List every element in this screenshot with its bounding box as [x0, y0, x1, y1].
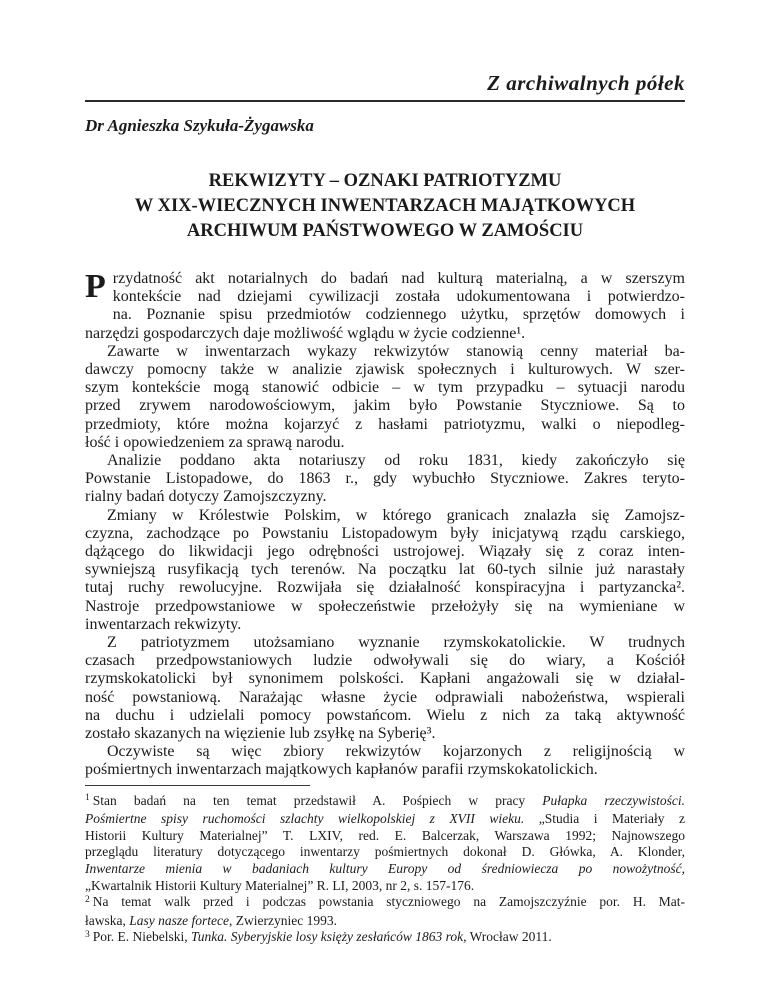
footnote-separator [85, 785, 310, 786]
text-line: czasach przedpowstaniowych ludzie odwoływali się do wiary, a Kościół [85, 652, 685, 670]
text-line: rzymskokatolicki był synonimem polskości. Kapłani angażowali się w działal- [85, 670, 685, 688]
article-title-line: W XIX-WIECZNYCH INWENTARZACH MAJĄTKOWYCH [134, 196, 636, 216]
text-segment: „Kwartalnik Historii Kultury Materialnej” R. LI, 2003, nr 2, s. 157-176. [85, 877, 475, 893]
text-line: zostało skazanych na więzienie lub zsyłkę na Syberię³. [85, 725, 436, 743]
text-segment: przeglądu literatury dotyczącego inwentarzy pośmiertnych dokonał D. Główka, A. Klonder, [85, 844, 685, 860]
text-segment: Stan badań na ten temat przedstawił A. Pośpiech w pracy [92, 792, 543, 808]
text-segment: , Zwierzyniec 1993. [228, 912, 337, 928]
text-line: ność powstaniową. Narażając własne życie odprawiali nabożeństwa, wspierali [85, 688, 685, 706]
paragraph [85, 743, 685, 779]
text-line: rialny badań dotyczy Zamojszczyzny. [85, 488, 327, 506]
footnote [85, 793, 685, 895]
text-line: przedmioty, które można kojarzyć z hasłami patriotyzmu, walki o niepodleg- [85, 415, 685, 433]
text-line: pośmiertnych inwentarzach majątkowych kapłanów parafii rzymskokatolickich. [85, 761, 598, 779]
article-title [85, 169, 685, 244]
footnote [85, 929, 685, 948]
text-line: kontekście nad dziejami cywilizacji została udokumentowana i potwierdzo- [112, 288, 685, 306]
article-body [85, 270, 685, 780]
article-title-line: ARCHIWUM PAŃSTWOWEGO W ZAMOŚCIU [186, 221, 584, 241]
paragraph [85, 634, 685, 743]
text-segment: Historii Kultury Materialnej” T. LXIV, red. E. Balcerzak, Warszawa 1992; Najnowszego [85, 827, 685, 843]
footnote-line [85, 929, 685, 948]
text-line: Powstanie Listopadowe, do 1863 r., gdy wybuchło Styczniowe. Zakres teryto- [85, 470, 685, 488]
text-line: czyzna, zachodzące po Powstaniu Listopadowym były inicjatywą rządu carskiego, [85, 524, 685, 542]
footnote-marker: 2 [85, 894, 90, 905]
text-segment: Pułapka rzeczywistości. [542, 792, 685, 808]
drop-cap: P [85, 268, 106, 305]
paragraph [85, 507, 685, 634]
footnote-line [85, 913, 685, 930]
article-title-line: REKWIZYTY – OZNAKI PATRIOTYZMU [208, 171, 562, 191]
text-segment: „Studia i Materiały z [524, 811, 685, 827]
footnotes-section [85, 793, 685, 948]
text-segment: Na temat walk przed i podczas powstania styczniowego na Zamojszczyźnie por. H. Mat- [92, 894, 685, 910]
text-line: inwentarzach rekwizyty. [85, 615, 242, 633]
text-line: tutaj ruchy rewolucyjne. Rozwijała się działalność konspiracyjna i partyzancka². [85, 579, 685, 597]
text-line: Zmiany w Królestwie Polskim, w którego granicach znalazła się Zamojsz- [107, 506, 685, 524]
footnote-line [85, 793, 685, 812]
footnote-line [85, 894, 685, 913]
text-line: Analizie poddano akta notariuszy od roku 1831, kiedy zakończyło się [107, 452, 685, 470]
footnote [85, 894, 685, 929]
footnote-line [85, 878, 685, 895]
footnote-marker: 3 [85, 929, 90, 940]
footnote-line [85, 861, 685, 878]
text-line: narzędzi gospodarczych daje możliwość wglądu w życie codzienne¹. [85, 324, 526, 342]
text-segment: Por. E. Niebelski, [92, 929, 191, 945]
paragraph [85, 452, 685, 507]
footnote-line [85, 811, 685, 828]
text-line: Nastroje przedpowstaniowe w społeczeństwie przełożyły się na wymieniane w [85, 597, 685, 615]
text-line: Zawarte w inwentarzach wykazy rekwizytów stanowią cenny materiał ba- [107, 342, 685, 360]
paragraph [85, 343, 685, 452]
text-line: szym kontekście mogą stanowić odbicie – w tym przypadku – sytuacji narodu [85, 379, 685, 397]
text-line: sywniejszą rusyfikacją tych terenów. Na początku lat 60-tych silnie już narastały [85, 561, 685, 579]
text-line: Oczywiste są więc zbiory rekwizytów kojarzonych z religijnością w [107, 743, 685, 761]
text-line: łość i opowiedzeniem za sprawą narodu. [85, 433, 345, 451]
text-segment: Wrocław 2011. [466, 929, 552, 945]
text-segment: ławska, [85, 912, 130, 928]
text-line: przed zrywem narodowościowym, jakim było Powstanie Styczniowe. Są to [85, 397, 685, 415]
section-header: Z archiwalnych półek [85, 72, 685, 102]
text-line: dążącego do likwidacji jego odrębności ustrojowej. Wiązały się z coraz inten- [85, 543, 685, 561]
text-line: na. Poznanie spisu przedmiotów codziennego użytku, sprzętów domowych i [112, 306, 685, 324]
text-line: rzydatność akt notarialnych do badań nad kulturą materialną, a w szerszym [112, 270, 685, 287]
text-segment: Tunka. Syberyjskie losy księży zesłańców 1863 rok, [191, 929, 467, 945]
text-line: na duchu i udzielali pomocy powstańcom. Wielu z nich za taką aktywność [85, 706, 685, 724]
footnote-line [85, 828, 685, 845]
text-line: dawczy pomocny także w analizie zjawisk społecznych i kulturowych. W szer- [85, 361, 685, 379]
text-segment: Pośmiertne spisy ruchomości szlachty wielkopolskiej z XVII wieku. [85, 811, 525, 827]
text-segment: Lasy nasze fortece [129, 912, 229, 928]
text-segment: Inwentarze mienia w badaniach kultury Europy od średniowiecza po nowożytność, [85, 861, 685, 877]
paragraph [85, 270, 685, 343]
footnote-line [85, 844, 685, 861]
footnote-marker: 1 [85, 793, 90, 804]
text-line: Z patriotyzmem utożsamiano wyznanie rzymskokatolickie. W trudnych [107, 634, 685, 652]
author-byline: Dr Agnieszka Szykuła-Żygawska [85, 116, 314, 135]
